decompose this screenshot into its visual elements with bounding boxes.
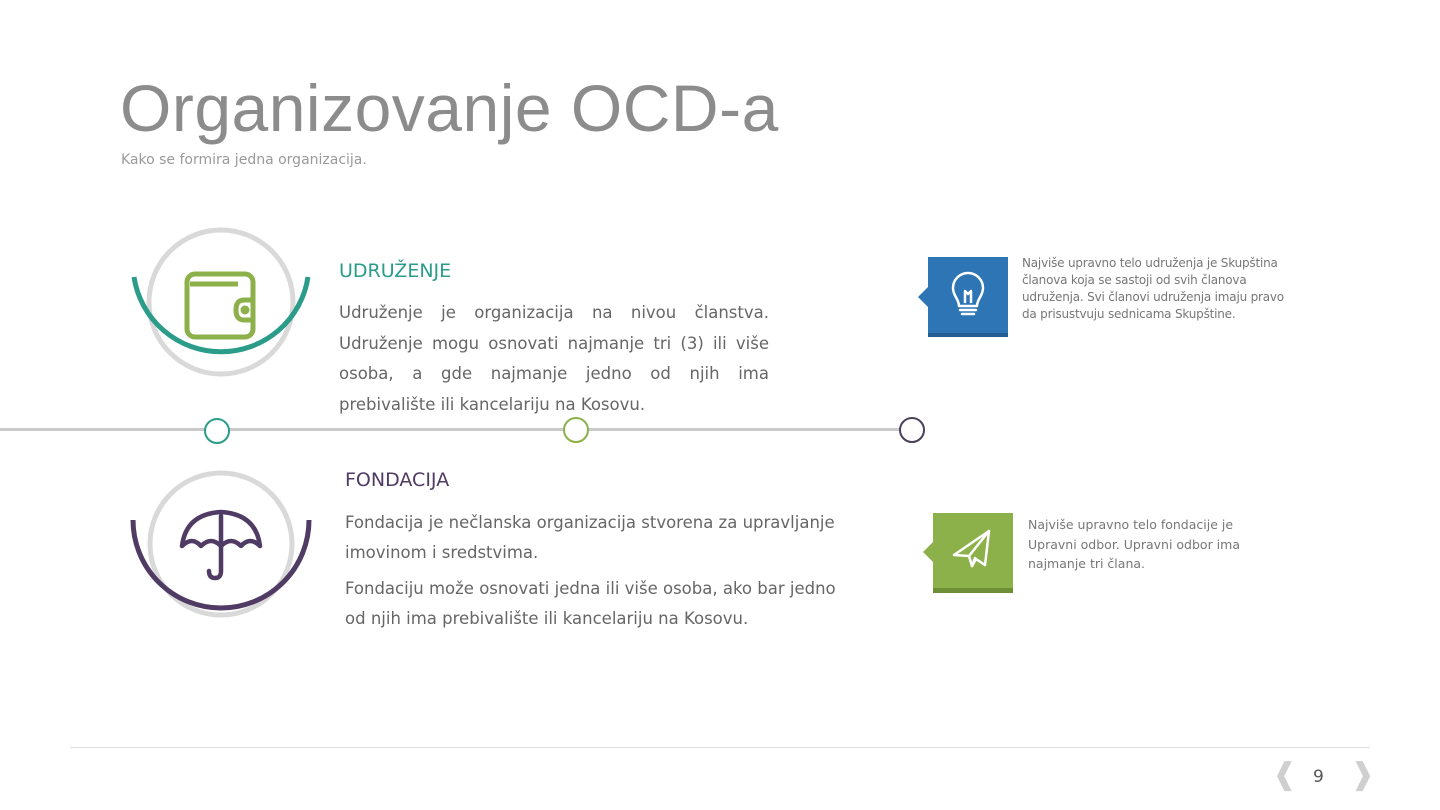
umbrella-icon [182,512,260,578]
timeline-node-middle [563,417,589,443]
fondacija-note: Najviše upravno telo fondacije je Upravni odbor. Upravni odbor ima najmanje tri člana. [1028,517,1240,571]
fondacija-body-paragraph-1: Fondacija je nečlanska organizacija stvorena za upravljanje imovinom i sredstvima. [345,513,835,562]
fondacija-callout [920,513,1015,595]
fondacija-badge [120,466,320,646]
udruzenje-note: Najviše upravno telo udruženja je Skupština članova koja se sastoji od svih članova udruženja. Svi članovi udruženja imaju pravo da prisustvuju sednicama Skupštine. [1022,256,1284,321]
page-subtitle: Kako se formira jedna organizacija. [121,152,367,168]
udruzenje-badge [120,222,320,402]
timeline-node-fondacija [899,417,925,443]
page-title: Organizovanje OCD-a [120,71,779,145]
next-slide-button[interactable]: ❱ [1350,757,1376,792]
fondacija-body [345,508,855,640]
timeline-line [0,428,900,431]
timeline-node-udruzenje [204,418,230,444]
fondacija-body-paragraph-2: Fondaciju može osnovati jedna ili više osoba, ako bar jedno od njih ima prebivalište ili kancelariju na Kosovu. [345,579,836,628]
previous-slide-button[interactable]: ❰ [1272,757,1298,792]
udruzenje-callout [915,257,1010,339]
page-number: 9 [1313,767,1324,787]
fondacija-heading: FONDACIJA [345,469,450,491]
udruzenje-heading: UDRUŽENJE [339,260,452,282]
wallet-icon [187,274,255,337]
udruzenje-body: Udruženje je organizacija na nivou članstva. Udruženje mogu osnovati najmanje tri (3) ili više osoba, a gde najmanje jedno od njih ima prebivalište ili kancelariju na Kosovu. [339,303,769,414]
footer-divider [70,747,1370,748]
